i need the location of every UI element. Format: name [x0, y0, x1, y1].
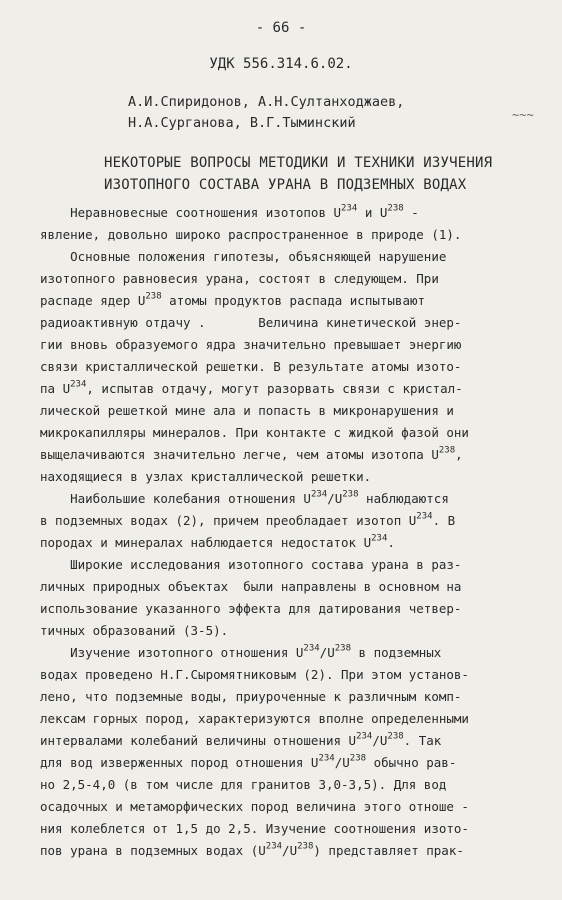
page-number: - 66 -	[255, 20, 307, 36]
title-line: НЕКОТОРЫЕ ВОПРОСЫ МЕТОДИКИ И ТЕХНИКИ ИЗУЧЕНИЯ	[104, 155, 493, 171]
body-line: распаде ядер $U^{238}$ атомы продуктов распада испытывают	[40, 291, 426, 308]
authors-line: Н.А.Сурганова, В.Г.Тыминский	[128, 115, 356, 131]
body-line: гии вновь образуемого ядра значительно превышает энергию	[40, 337, 462, 352]
isotope-mass-number: 238	[334, 643, 351, 654]
isotope-mass-number: 238	[349, 753, 367, 764]
isotope-mass-number: 234	[265, 841, 283, 852]
body-line: микрокапилляры минералов. При контакте с жидкой фазой они	[40, 425, 469, 440]
authors-line: А.И.Спиридонов, А.Н.Султанходжаев,	[128, 94, 405, 110]
body-line: лексам горных пород, характеризуются вполне определенными	[40, 711, 469, 726]
body-line: в подземных водах (2), причем преобладает изотоп $U^{234}$. В	[40, 511, 456, 528]
body-line: тичных образований (3-5).	[40, 623, 229, 638]
body-line: лической решеткой мине ала и попасть в микронарушения и	[40, 403, 454, 418]
isotope-mass-number: 234	[416, 511, 433, 522]
body-line: изотопного равновесия урана, состоят в следующем. При	[40, 271, 439, 286]
body-line: ния колеблется от 1,5 до 2,5. Изучение соотношения изото-	[40, 821, 469, 836]
udk-code: УДК 556.314.6.02.	[209, 56, 353, 72]
title-line: ИЗОТОПНОГО СОСТАВА УРАНА В ПОДЗЕМНЫХ ВОДАХ	[104, 177, 467, 193]
margin-mark: ~~~	[512, 108, 534, 122]
article-title	[104, 152, 492, 196]
authors-block	[128, 92, 404, 134]
body-line: Изучение изотопного отношения $U^{234}/U^{238}$ в подземных	[40, 643, 442, 660]
body-line: использование указанного эффекта для датирования четвер-	[40, 601, 462, 616]
isotope-mass-number: 234	[318, 753, 335, 764]
body-line: интервалами колебаний величины отношения $U^{234}/U^{238}$. Так	[40, 731, 442, 748]
isotope-mass-number: 234	[356, 731, 373, 742]
isotope-mass-number: 238	[342, 489, 359, 500]
isotope-mass-number: 234	[70, 379, 87, 390]
body-text	[40, 202, 540, 862]
body-line: Неравновесные соотношения изотопов $U^{234}$ и $U^{238}$ -	[40, 203, 419, 220]
body-line: Широкие исследования изотопного состава урана в раз-	[40, 557, 462, 572]
isotope-mass-number: 238	[438, 445, 456, 456]
body-line: явление, довольно широко распространенное в природе (1).	[40, 227, 462, 242]
body-line: пов урана в подземных водах $(U^{234}/U^{238})$ представляет прак-	[40, 841, 464, 858]
body-line: личных природных объектах были направлены в основном на	[40, 579, 462, 594]
body-line: для вод изверженных пород отношения $U^{234}/U^{238}$ обычно рав-	[40, 753, 457, 770]
isotope-mass-number: 234	[371, 533, 388, 544]
isotope-mass-number: 238	[145, 291, 162, 302]
body-line: связи кристаллической решетки. В результате атомы изото-	[40, 359, 462, 374]
body-line: породах и минералах наблюдается недостаток $U^{234}$.	[40, 533, 395, 550]
body-line: но 2,5-4,0 (в том числе для гранитов 3,0-3,5). Для вод	[40, 777, 447, 792]
isotope-mass-number: 234	[303, 643, 320, 654]
isotope-mass-number: 238	[387, 203, 404, 214]
isotope-mass-number: 238	[297, 841, 314, 852]
isotope-mass-number: 238	[387, 731, 404, 742]
body-line: Основные положения гипотезы, объясняющей нарушение	[40, 249, 447, 264]
isotope-mass-number: 234	[310, 489, 328, 500]
body-line: выщелачиваются значительно легче, чем атомы изотопа $U^{238}$,	[40, 445, 463, 462]
isotope-mass-number: 234	[341, 203, 358, 214]
body-line: водах проведено Н.Г.Сыромятниковым (2). При этом установ-	[40, 667, 469, 682]
body-line: радиоактивную отдачу . Величина кинетической энер-	[40, 315, 462, 330]
body-line: находящиеся в узлах кристаллической решетки.	[40, 469, 372, 484]
body-line: осадочных и метаморфических пород величина этого отноше -	[40, 799, 469, 814]
body-line: лено, что подземные воды, приуроченные к различным комп-	[40, 689, 462, 704]
body-line: Наибольшие колебания отношения $U^{234}/U^{238}$ наблюдаются	[40, 489, 449, 506]
body-line: па $U^{234}$, испытав отдачу, могут разорвать связи с кристал-	[40, 379, 463, 396]
